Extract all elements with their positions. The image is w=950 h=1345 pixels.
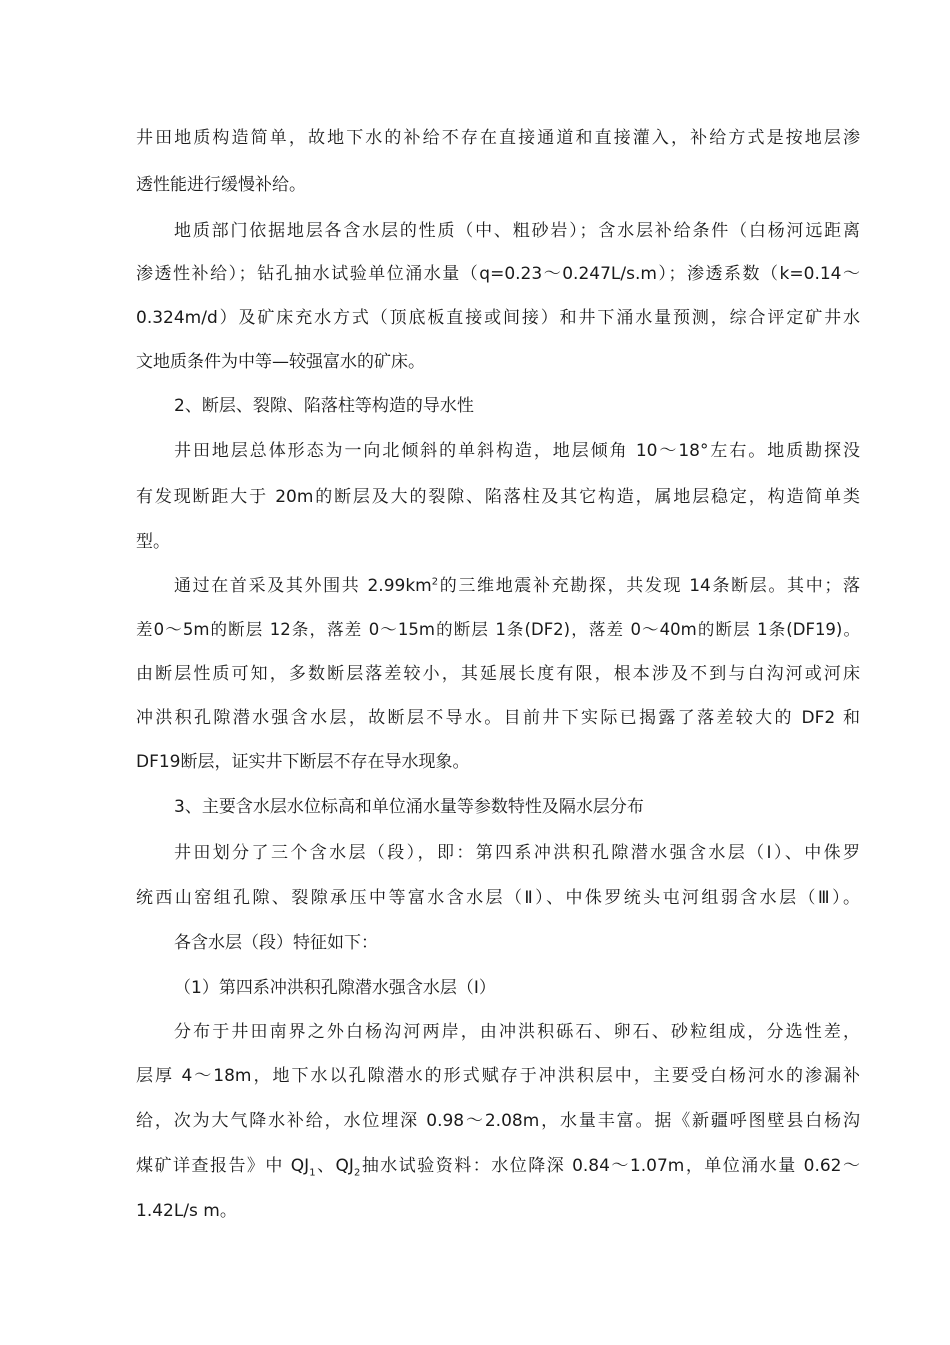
text-segment: 通过在首采及其外围共 2.99km — [174, 576, 432, 596]
text-line: 给，次为大气降水补给，水位埋深 0.98～2.08m，水量丰富。据《新疆呼图壁县白杨沟 — [136, 1111, 860, 1131]
text-line: 统西山窑组孔隙、裂隙承压中等富水含水层（Ⅱ）、中侏罗统头屯河组弱含水层（Ⅲ）。 — [136, 888, 860, 908]
text-line: 0.324m/d）及矿床充水方式（顶底板直接或间接）和井下涌水量预测，综合评定矿井水 — [136, 308, 860, 328]
text-segment: 煤矿详查报告》中 QJ — [136, 1156, 310, 1176]
text-segment: 、QJ — [315, 1156, 354, 1176]
text-line: DF19断层，证实井下断层不存在导水现象。 — [136, 752, 470, 772]
text-line: 井田划分了三个含水层（段），即：第四系冲洪积孔隙潜水强含水层（Ⅰ）、中侏罗 — [174, 843, 860, 863]
text-line: 由断层性质可知，多数断层落差较小，其延展长度有限，根本涉及不到与白沟河或河床 — [136, 664, 860, 684]
text-line: 各含水层（段）特征如下： — [174, 933, 378, 953]
subsection-heading: （1）第四系冲洪积孔隙潜水强含水层（Ⅰ） — [174, 978, 496, 998]
text-line: 差0～5m的断层 12条，落差 0～15m的断层 1条(DF2)，落差 0～40m的断层 1条(DF19)。 — [136, 620, 860, 639]
text-segment: 的三维地震补充勘探，共发现 14条断层。其中；落 — [438, 576, 860, 596]
text-line: 冲洪积孔隙潜水强含水层，故断层不导水。目前井下实际已揭露了落差较大的 DF2 和 — [136, 708, 860, 728]
text-segment: 抽水试验资料：水位降深 0.84～1.07m，单位涌水量 0.62～ — [360, 1156, 860, 1176]
superscript: 2 — [431, 576, 439, 588]
section-heading: 3、主要含水层水位标高和单位涌水量等参数特性及隔水层分布 — [174, 797, 644, 817]
text-line: 文地质条件为中等—较强富水的矿床。 — [136, 352, 425, 372]
text-line: 透性能进行缓慢补给。 — [136, 175, 306, 195]
text-line — [136, 1154, 860, 1178]
text-line: 井田地层总体形态为一向北倾斜的单斜构造，地层倾角 10～18°左右。地质勘探没 — [174, 441, 860, 461]
text-line — [174, 574, 860, 598]
text-line: 地质部门依据地层各含水层的性质（中、粗砂岩）；含水层补给条件（白杨河远距离 — [174, 221, 860, 241]
text-line: 渗透性补给）；钻孔抽水试验单位涌水量（q=0.23～0.247L/s.m）；渗透系数（k=0.14～ — [136, 264, 860, 284]
text-line: 分布于井田南界之外白杨沟河两岸，由冲洪积砾石、卵石、砂粒组成，分选性差， — [174, 1022, 860, 1042]
text-line: 1.42L/s m。 — [136, 1201, 237, 1221]
text-line: 井田地质构造简单，故地下水的补给不存在直接通道和直接灌入，补给方式是按地层渗 — [136, 128, 860, 148]
section-heading: 2、断层、裂隙、陷落柱等构造的导水性 — [174, 396, 474, 416]
text-line: 型。 — [136, 532, 170, 552]
subscript: 1 — [309, 1167, 316, 1179]
text-line: 层厚 4～18m，地下水以孔隙潜水的形式赋存于冲洪积层中，主要受白杨河水的渗漏补 — [136, 1066, 860, 1086]
subscript: 2 — [353, 1167, 361, 1179]
text-line: 有发现断距大于 20m的断层及大的裂隙、陷落柱及其它构造，属地层稳定，构造简单类 — [136, 487, 860, 507]
